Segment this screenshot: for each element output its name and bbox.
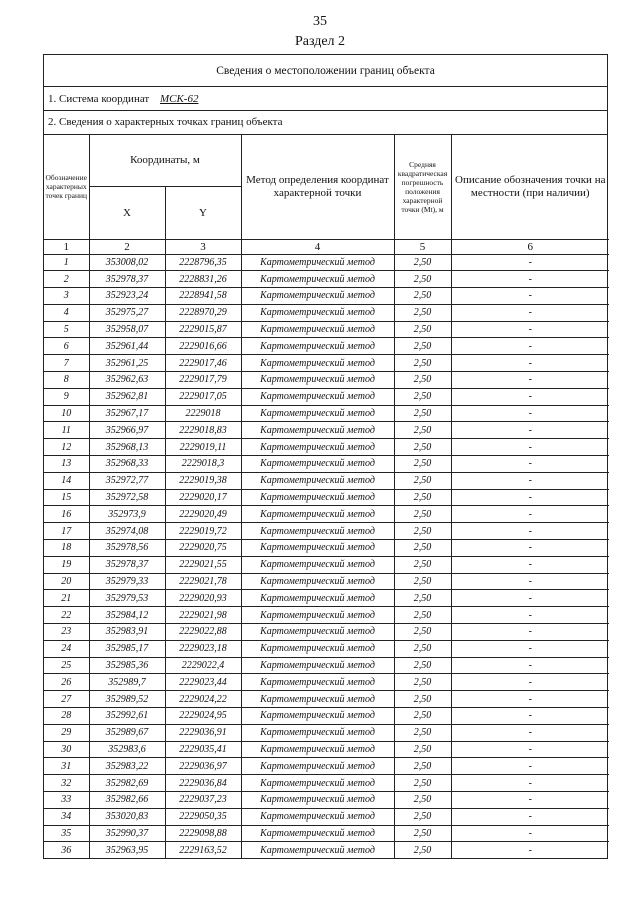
cell-point-number: 30: [44, 741, 89, 758]
table-row: [44, 422, 609, 439]
cell-method: Картометрический метод: [241, 556, 394, 573]
cell-description: -: [451, 640, 609, 657]
cell-error: 2,50: [394, 640, 451, 657]
table-row: [44, 674, 609, 691]
cell-y: 2229022,4: [165, 657, 241, 674]
table-row: [44, 741, 609, 758]
col-header-description: Описание обозначения точки на местности (при наличии): [451, 135, 609, 239]
col-header-error: Средняя квадратическая погрешность положения характерной точки (Mt), м: [394, 135, 451, 239]
cell-point-number: 18: [44, 540, 89, 557]
table-row: [44, 775, 609, 792]
cell-x: 352982,66: [89, 792, 165, 809]
cell-y: 2229020,17: [165, 489, 241, 506]
cell-point-number: 36: [44, 842, 89, 858]
cell-description: -: [451, 540, 609, 557]
cell-description: -: [451, 708, 609, 725]
cell-error: 2,50: [394, 724, 451, 741]
cell-method: Картометрический метод: [241, 456, 394, 473]
table-row: [44, 657, 609, 674]
cell-y: 2229017,05: [165, 388, 241, 405]
table-row: [44, 372, 609, 389]
table-row: [44, 724, 609, 741]
cell-description: -: [451, 607, 609, 624]
cell-y: 2229018,3: [165, 456, 241, 473]
table-row: [44, 472, 609, 489]
col-header-point: Обозначение характерных точек границ: [44, 135, 89, 239]
cell-method: Картометрический метод: [241, 674, 394, 691]
table-row: [44, 792, 609, 809]
cell-point-number: 4: [44, 304, 89, 321]
cell-y: 2229050,35: [165, 808, 241, 825]
cell-error: 2,50: [394, 422, 451, 439]
cell-point-number: 12: [44, 439, 89, 456]
cell-x: 353020,83: [89, 808, 165, 825]
cell-description: -: [451, 792, 609, 809]
cell-error: 2,50: [394, 556, 451, 573]
cell-x: 352961,25: [89, 355, 165, 372]
cell-description: -: [451, 691, 609, 708]
table-row: [44, 355, 609, 372]
column-numbers-row: [44, 239, 609, 254]
cell-x: 352968,33: [89, 456, 165, 473]
cell-x: 352966,97: [89, 422, 165, 439]
cell-x: 352989,67: [89, 724, 165, 741]
cell-point-number: 16: [44, 506, 89, 523]
cell-error: 2,50: [394, 338, 451, 355]
cell-x: 352968,13: [89, 439, 165, 456]
cell-method: Картометрический метод: [241, 388, 394, 405]
cell-description: -: [451, 573, 609, 590]
table-row: [44, 489, 609, 506]
cell-error: 2,50: [394, 372, 451, 389]
table-row: [44, 540, 609, 557]
table-row: [44, 506, 609, 523]
cell-error: 2,50: [394, 456, 451, 473]
table-row: [44, 456, 609, 473]
column-number: 5: [394, 239, 451, 254]
boundary-info-frame: [43, 54, 608, 859]
cell-description: -: [451, 288, 609, 305]
cell-x: 352978,56: [89, 540, 165, 557]
cell-error: 2,50: [394, 624, 451, 641]
cell-description: -: [451, 523, 609, 540]
cell-method: Картометрический метод: [241, 439, 394, 456]
table-row: [44, 439, 609, 456]
cell-error: 2,50: [394, 321, 451, 338]
cell-x: 352979,53: [89, 590, 165, 607]
cell-error: 2,50: [394, 439, 451, 456]
cell-method: Картометрический метод: [241, 254, 394, 271]
cell-x: 352982,69: [89, 775, 165, 792]
col-header-x: X: [89, 186, 165, 239]
cell-error: 2,50: [394, 405, 451, 422]
column-number: 3: [165, 239, 241, 254]
cell-method: Картометрический метод: [241, 321, 394, 338]
table-row: [44, 825, 609, 842]
table-row: [44, 607, 609, 624]
cell-x: 352985,36: [89, 657, 165, 674]
cell-method: Картометрический метод: [241, 624, 394, 641]
table-row: [44, 842, 609, 858]
cell-x: 352990,37: [89, 825, 165, 842]
cell-method: Картометрический метод: [241, 792, 394, 809]
cell-method: Картометрический метод: [241, 640, 394, 657]
cell-error: 2,50: [394, 506, 451, 523]
cell-y: 2229020,49: [165, 506, 241, 523]
table-row: [44, 321, 609, 338]
cell-point-number: 21: [44, 590, 89, 607]
cell-point-number: 26: [44, 674, 89, 691]
cell-y: 2229022,88: [165, 624, 241, 641]
table-row: [44, 808, 609, 825]
cell-y: 2229024,95: [165, 708, 241, 725]
cell-error: 2,50: [394, 540, 451, 557]
cell-description: -: [451, 338, 609, 355]
col-header-y: Y: [165, 186, 241, 239]
cell-x: 352972,77: [89, 472, 165, 489]
column-number: 6: [451, 239, 609, 254]
cell-point-number: 33: [44, 792, 89, 809]
cell-method: Картометрический метод: [241, 338, 394, 355]
coordinate-system-label: 1. Система координат: [48, 93, 150, 105]
cell-description: -: [451, 456, 609, 473]
cell-method: Картометрический метод: [241, 775, 394, 792]
cell-y: 2229016,66: [165, 338, 241, 355]
cell-description: -: [451, 422, 609, 439]
coordinate-system-row: [44, 87, 607, 111]
points-table-body: [44, 254, 609, 858]
cell-method: Картометрический метод: [241, 758, 394, 775]
column-number: 4: [241, 239, 394, 254]
cell-description: -: [451, 842, 609, 858]
cell-point-number: 1: [44, 254, 89, 271]
cell-y: 2229019,38: [165, 472, 241, 489]
cell-y: 2229036,97: [165, 758, 241, 775]
cell-point-number: 34: [44, 808, 89, 825]
cell-description: -: [451, 489, 609, 506]
cell-y: 2229018: [165, 405, 241, 422]
cell-description: -: [451, 472, 609, 489]
table-row: [44, 624, 609, 641]
cell-y: 2229024,22: [165, 691, 241, 708]
cell-point-number: 24: [44, 640, 89, 657]
cell-x: 352984,12: [89, 607, 165, 624]
page-number: 35: [313, 14, 327, 29]
cell-point-number: 3: [44, 288, 89, 305]
table-row: [44, 271, 609, 288]
cell-description: -: [451, 506, 609, 523]
cell-error: 2,50: [394, 271, 451, 288]
cell-description: -: [451, 271, 609, 288]
cell-y: 2229023,18: [165, 640, 241, 657]
table-row: [44, 254, 609, 271]
table-row: [44, 640, 609, 657]
cell-error: 2,50: [394, 691, 451, 708]
cell-y: 2229023,44: [165, 674, 241, 691]
section2-label: 2. Сведения о характерных точках границ объекта: [44, 111, 607, 135]
cell-point-number: 15: [44, 489, 89, 506]
cell-description: -: [451, 439, 609, 456]
cell-description: -: [451, 741, 609, 758]
cell-method: Картометрический метод: [241, 271, 394, 288]
points-table: [44, 135, 609, 858]
cell-method: Картометрический метод: [241, 405, 394, 422]
column-number: 1: [44, 239, 89, 254]
cell-error: 2,50: [394, 523, 451, 540]
cell-method: Картометрический метод: [241, 808, 394, 825]
cell-x: 352958,07: [89, 321, 165, 338]
cell-x: 352978,37: [89, 556, 165, 573]
cell-x: 352983,22: [89, 758, 165, 775]
cell-x: 352983,91: [89, 624, 165, 641]
cell-description: -: [451, 304, 609, 321]
cell-error: 2,50: [394, 741, 451, 758]
cell-method: Картометрический метод: [241, 825, 394, 842]
cell-point-number: 10: [44, 405, 89, 422]
cell-x: 352985,17: [89, 640, 165, 657]
cell-description: -: [451, 556, 609, 573]
cell-description: -: [451, 657, 609, 674]
cell-description: -: [451, 775, 609, 792]
cell-point-number: 6: [44, 338, 89, 355]
cell-error: 2,50: [394, 472, 451, 489]
cell-error: 2,50: [394, 304, 451, 321]
cell-method: Картометрический метод: [241, 304, 394, 321]
cell-y: 2229021,78: [165, 573, 241, 590]
cell-error: 2,50: [394, 254, 451, 271]
cell-description: -: [451, 590, 609, 607]
cell-x: 352963,95: [89, 842, 165, 858]
cell-point-number: 7: [44, 355, 89, 372]
cell-error: 2,50: [394, 674, 451, 691]
cell-error: 2,50: [394, 775, 451, 792]
section-title: Раздел 2: [294, 34, 346, 49]
cell-x: 352961,44: [89, 338, 165, 355]
cell-method: Картометрический метод: [241, 506, 394, 523]
cell-y: 2229019,72: [165, 523, 241, 540]
cell-description: -: [451, 355, 609, 372]
cell-y: 2229021,55: [165, 556, 241, 573]
cell-y: 2229036,84: [165, 775, 241, 792]
cell-point-number: 29: [44, 724, 89, 741]
cell-y: 2229035,41: [165, 741, 241, 758]
cell-point-number: 2: [44, 271, 89, 288]
cell-description: -: [451, 724, 609, 741]
cell-x: 352989,7: [89, 674, 165, 691]
cell-y: 2228796,35: [165, 254, 241, 271]
cell-method: Картометрический метод: [241, 842, 394, 858]
cell-method: Картометрический метод: [241, 523, 394, 540]
cell-x: 352992,61: [89, 708, 165, 725]
cell-method: Картометрический метод: [241, 422, 394, 439]
cell-x: 352923,24: [89, 288, 165, 305]
cell-error: 2,50: [394, 657, 451, 674]
cell-point-number: 35: [44, 825, 89, 842]
cell-description: -: [451, 624, 609, 641]
cell-x: 352967,17: [89, 405, 165, 422]
cell-y: 2228831,26: [165, 271, 241, 288]
cell-x: 352962,81: [89, 388, 165, 405]
cell-description: -: [451, 758, 609, 775]
cell-y: 2229020,93: [165, 590, 241, 607]
cell-y: 2229015,87: [165, 321, 241, 338]
cell-point-number: 9: [44, 388, 89, 405]
cell-y: 2229020,75: [165, 540, 241, 557]
cell-y: 2229019,11: [165, 439, 241, 456]
cell-method: Картометрический метод: [241, 288, 394, 305]
cell-y: 2229017,46: [165, 355, 241, 372]
table-row: [44, 758, 609, 775]
col-header-method: Метод определения координат характерной точки: [241, 135, 394, 239]
cell-y: 2228941,58: [165, 288, 241, 305]
cell-error: 2,50: [394, 489, 451, 506]
table-row: [44, 388, 609, 405]
table-row: [44, 523, 609, 540]
cell-x: 352975,27: [89, 304, 165, 321]
cell-point-number: 11: [44, 422, 89, 439]
cell-method: Картометрический метод: [241, 657, 394, 674]
cell-method: Картометрический метод: [241, 590, 394, 607]
table-row: [44, 556, 609, 573]
cell-error: 2,50: [394, 808, 451, 825]
cell-point-number: 23: [44, 624, 89, 641]
col-header-coords: Координаты, м: [89, 135, 241, 186]
table-row: [44, 573, 609, 590]
cell-y: 2229036,91: [165, 724, 241, 741]
cell-description: -: [451, 388, 609, 405]
cell-method: Картометрический метод: [241, 489, 394, 506]
cell-description: -: [451, 372, 609, 389]
cell-x: 352989,52: [89, 691, 165, 708]
table-row: [44, 405, 609, 422]
cell-error: 2,50: [394, 607, 451, 624]
cell-error: 2,50: [394, 792, 451, 809]
cell-error: 2,50: [394, 355, 451, 372]
cell-x: 352962,63: [89, 372, 165, 389]
cell-error: 2,50: [394, 573, 451, 590]
cell-method: Картометрический метод: [241, 691, 394, 708]
table-row: [44, 691, 609, 708]
cell-x: 352972,58: [89, 489, 165, 506]
cell-description: -: [451, 405, 609, 422]
cell-point-number: 31: [44, 758, 89, 775]
cell-method: Картометрический метод: [241, 607, 394, 624]
cell-x: 352973,9: [89, 506, 165, 523]
cell-error: 2,50: [394, 590, 451, 607]
table-row: [44, 304, 609, 321]
cell-point-number: 32: [44, 775, 89, 792]
cell-y: 2229021,98: [165, 607, 241, 624]
cell-y: 2229018,83: [165, 422, 241, 439]
table-row: [44, 338, 609, 355]
cell-y: 2229163,52: [165, 842, 241, 858]
column-number: 2: [89, 239, 165, 254]
cell-error: 2,50: [394, 388, 451, 405]
cell-point-number: 5: [44, 321, 89, 338]
cell-method: Картометрический метод: [241, 708, 394, 725]
cell-point-number: 25: [44, 657, 89, 674]
cell-method: Картометрический метод: [241, 724, 394, 741]
frame-heading: Сведения о местоположении границ объекта: [44, 55, 607, 87]
cell-point-number: 17: [44, 523, 89, 540]
cell-point-number: 28: [44, 708, 89, 725]
cell-description: -: [451, 825, 609, 842]
table-row: [44, 288, 609, 305]
cell-y: 2229098,88: [165, 825, 241, 842]
cell-point-number: 22: [44, 607, 89, 624]
cell-y: 2229017,79: [165, 372, 241, 389]
cell-point-number: 14: [44, 472, 89, 489]
cell-x: 352974,08: [89, 523, 165, 540]
cell-error: 2,50: [394, 842, 451, 858]
cell-x: 352979,33: [89, 573, 165, 590]
cell-method: Картометрический метод: [241, 355, 394, 372]
cell-error: 2,50: [394, 288, 451, 305]
coordinate-system-value: МСК-62: [159, 93, 199, 105]
cell-description: -: [451, 321, 609, 338]
cell-method: Картометрический метод: [241, 741, 394, 758]
cell-error: 2,50: [394, 758, 451, 775]
cell-x: 352978,37: [89, 271, 165, 288]
table-row: [44, 590, 609, 607]
cell-description: -: [451, 808, 609, 825]
cell-x: 353008,02: [89, 254, 165, 271]
cell-point-number: 20: [44, 573, 89, 590]
cell-method: Картометрический метод: [241, 540, 394, 557]
cell-method: Картометрический метод: [241, 573, 394, 590]
cell-error: 2,50: [394, 708, 451, 725]
cell-point-number: 19: [44, 556, 89, 573]
cell-method: Картометрический метод: [241, 372, 394, 389]
cell-x: 352983,6: [89, 741, 165, 758]
cell-y: 2228970,29: [165, 304, 241, 321]
cell-description: -: [451, 254, 609, 271]
cell-point-number: 8: [44, 372, 89, 389]
cell-point-number: 27: [44, 691, 89, 708]
cell-method: Картометрический метод: [241, 472, 394, 489]
cell-error: 2,50: [394, 825, 451, 842]
cell-y: 2229037,23: [165, 792, 241, 809]
table-row: [44, 708, 609, 725]
cell-point-number: 13: [44, 456, 89, 473]
cell-description: -: [451, 674, 609, 691]
